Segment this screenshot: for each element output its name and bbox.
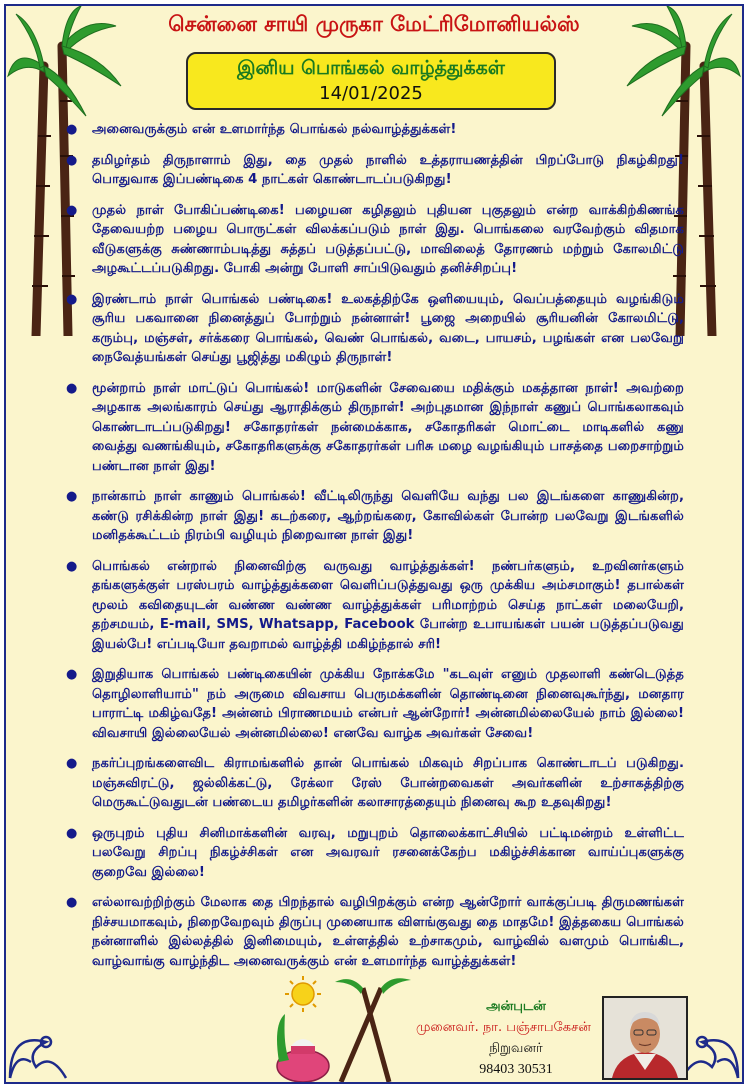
paragraph <box>64 665 684 743</box>
paragraph-text: நான்காம் நாள் காணும் பொங்கல்! வீட்டிலிருந்து வெளியே வந்து பல இடங்களை காணுகின்ற, கண்டு ரசிக்கின்ற நாள் இது! கடற்கரை, ஆற்றங்கரை, கோவில்கள் போன்ற பலவேறு இடங்களில் மனிதக்கூட்டம் நிரம்பி வழியும் நிறைவான நாள் இது! <box>92 489 684 543</box>
corner-ornament-icon <box>6 1012 76 1082</box>
bullet-icon: ● <box>66 291 78 307</box>
with-love-text: அன்புடன் <box>486 999 546 1014</box>
paragraph <box>64 379 684 477</box>
bullet-icon: ● <box>66 380 78 396</box>
greeting-card <box>4 4 744 1084</box>
phone-number: 98403 30531 <box>479 1062 553 1077</box>
paragraph <box>64 201 684 279</box>
greeting-banner <box>186 52 556 110</box>
greeting-text: இனிய பொங்கல் வாழ்த்துக்கள் <box>237 57 505 79</box>
paragraph <box>64 557 684 655</box>
author-name: முனைவர். நா. பஞ்சாபகேசன் <box>416 1020 591 1035</box>
sun-icon <box>285 976 321 1012</box>
date-text: 14/01/2025 <box>319 83 423 104</box>
paragraph-text: மூன்றாம் நாள் மாட்டுப் பொங்கல்! மாடுகளின் சேவையை மதிக்கும் மகத்தான நாள்! அவற்றை அழகாக அலங்காரம் செய்து ஆராதிக்கும் திருநாள்! அற்புதமான இந்நாள் கணுப் பொங்கலாகவும் கொண்டாடப்படுகிறது! சகோதரர்கள் நன்மைக்காக, சகோதரிகள் மொட்டை மாடிகளில் கணு வைத்து வணங்கியும், சகோதரிகளுக்கு சகோதரர்கள் பரிசு மழை வழங்கியும் பாசத்தை பறைசாற்றும் பண்டான நாள் இது! <box>92 380 684 474</box>
bullet-icon: ● <box>66 489 78 504</box>
paragraph <box>64 120 684 140</box>
paragraph-text: இரண்டாம் நாள் பொங்கல் பண்டிகை! உலகத்திற்கே ஒளியையும், வெப்பத்தையும் வழங்கிடும் சூரிய பகவானை நினைத்துப் போற்றும் நன்னாள்! பூஜை அறையில் சூரியனின் கோலமிட்டு, கரும்பு, மஞ்சள், சர்க்கரை பொங்கல், வெண் பொங்கல், வடை, பாயசம், பழங்கள் என பலவேறு நைவேத்யங்கள் செய்து பூஜித்து மகிழும் திருநாள்! <box>92 291 684 365</box>
author-role: நிறுவனர் <box>489 1041 543 1056</box>
paragraph-text: முதல் நாள் போகிப்பண்டிகை! பழையன கழிதலும் புதியன புகுதலும் என்ற வாக்கிற்கிணங்க தேவையற்ற பழைய பொருட்கள் விலக்கப்படும் நாள் இது. பொங்கலை வரவேற்கும் விதமாக வீடுகளுக்கு சுண்ணாம்படித்து சுத்தப் படுத்தப்பட்டு, மாவிலைத் தோரணம் மற்றும் கோலமிட்டு அழகூட்டப்படுகிறது. போகி அன்று போளி சாப்பிடுவதும் தனிச்சிறப்பு! <box>92 202 684 276</box>
bullet-icon: ● <box>66 202 78 218</box>
avatar <box>604 998 686 1078</box>
paragraph-text: எல்லாவற்றிற்கும் மேலாக தை பிறந்தால் வழிபிறக்கும் என்ற ஆன்றோர் வாக்குப்படி திருமணங்கள் நிச்சயமாகவும், நிறைவேறவும் திருப்பு முனையாக விளங்குவது தை மாதமே! இத்தகைய பொங்கல் நன்னாளில் இல்லத்தில் இனிமையும், உள்ளத்தில் உற்சாகமும், வாழ்வில் வளமும் பொங்கிட, வாழ்வாங்கு வாழ்ந்திட அனைவருக்கும் என் உளமார்ந்த வாழ்த்துக்கள்! <box>92 895 684 969</box>
bullet-icon: ● <box>66 122 78 137</box>
pongal-pot-icon <box>277 1014 329 1082</box>
paragraph <box>64 151 684 190</box>
paragraph-text: ஒருபுறம் புதிய சினிமாக்களின் வரவு, மறுபுறம் தொலைக்காட்சியில் பட்டிமன்றம் உள்ளிட்ட பலவேறு சிறப்பு நிகழ்ச்சிகள் என அவரவர் ரசனைக்கேற்ப மகிழ்ச்சிக்கான வாய்ப்புகளுக்கு குறைவே இல்லை! <box>92 825 684 880</box>
bullet-icon: ● <box>66 152 78 168</box>
bullet-icon: ● <box>66 825 78 841</box>
paragraph-text: நகர்ப்புறங்களைவிட கிராமங்களில் தான் பொங்கல் மிகவும் சிறப்பாக கொண்டாடப் படுகிறது. மஞ்சுவிரட்டு, ஜல்லிக்கட்டு, ரேக்லா ரேஸ் போன்றவைகள் அவர்களின் உற்சாகத்திற்கு மெருகூட்டுவதுடன் பண்டைய தமிழர்களின் கலாசாரத்தையும் நினைவு கூற உதவுகிறது! <box>92 756 684 810</box>
bullet-icon: ● <box>66 667 78 682</box>
content-body <box>64 120 684 982</box>
bullet-icon: ● <box>66 558 78 574</box>
paragraph <box>64 487 684 546</box>
paragraph-text: இறுதியாக பொங்கல் பண்டிகையின் முக்கிய நோக்கமே "கடவுள் எனும் முதலாளி கண்டெடுத்த தொழிலாளியாம்" நம் அருமை விவசாய பெருமக்களின் தொண்டினை நினைவுகூர்ந்து, மனதார பாராட்டி மகிழ்வதே! அன்னம் பிராணமயம் என்பர் ஆன்றோர்! அன்னமில்லையேல் நாம் இல்லை! விவசாயி இல்லையேல் அன்னமில்லை! எனவே வாழ்க அவர்கள் சேவை! <box>92 667 684 741</box>
paragraph <box>64 893 684 971</box>
paragraph-text: பொங்கல் என்றால் நினைவிற்கு வருவது வாழ்த்துக்கள்! நண்பர்களும், உறவினர்களும் தங்களுக்குள் பரஸ்பரம் வாழ்த்துக்களை வெளிப்படுத்துவது ஒரு முக்கிய அம்சமாகும்! தபால்கள் மூலம் கவிதையுடன் வண்ண வண்ண வாழ்த்துக்கள் பரிமாற்றம் செய்த நாட்கள் மலையேறி, தற்சமயம், E-mail, SMS, Whatsapp, Facebook போன்ற உபாயங்கள் பயன் படுத்தப்படுவது இயல்பே! எப்படியோ தவறாமல் வாழ்த்தி மகிழ்ந்தால் சரி! <box>92 558 684 652</box>
paragraph-text: தமிழர்தம் திருநாளாம் இது, தை முதல் நாளில் உத்தராயணத்தின் பிறப்போடு நிகழ்கிறது! பொதுவாக இப்பண்டிகை 4 நாட்கள் கொண்டாடப்படுகிறது! <box>92 152 684 187</box>
signature-block <box>416 996 591 1080</box>
paragraph <box>64 290 684 368</box>
paragraph-text: அனைவருக்கும் என் உளமார்ந்த பொங்கல் நல்வாழ்த்துக்கள்! <box>92 122 457 137</box>
bullet-icon: ● <box>66 895 78 910</box>
page-title: சென்னை சாயி முருகா மேட்ரிமோனியல்ஸ் <box>168 12 580 36</box>
paragraph <box>64 824 684 883</box>
bullet-icon: ● <box>66 756 78 771</box>
author-photo <box>602 996 688 1080</box>
sugarcane-icon <box>335 978 411 1082</box>
paragraph <box>64 754 684 813</box>
